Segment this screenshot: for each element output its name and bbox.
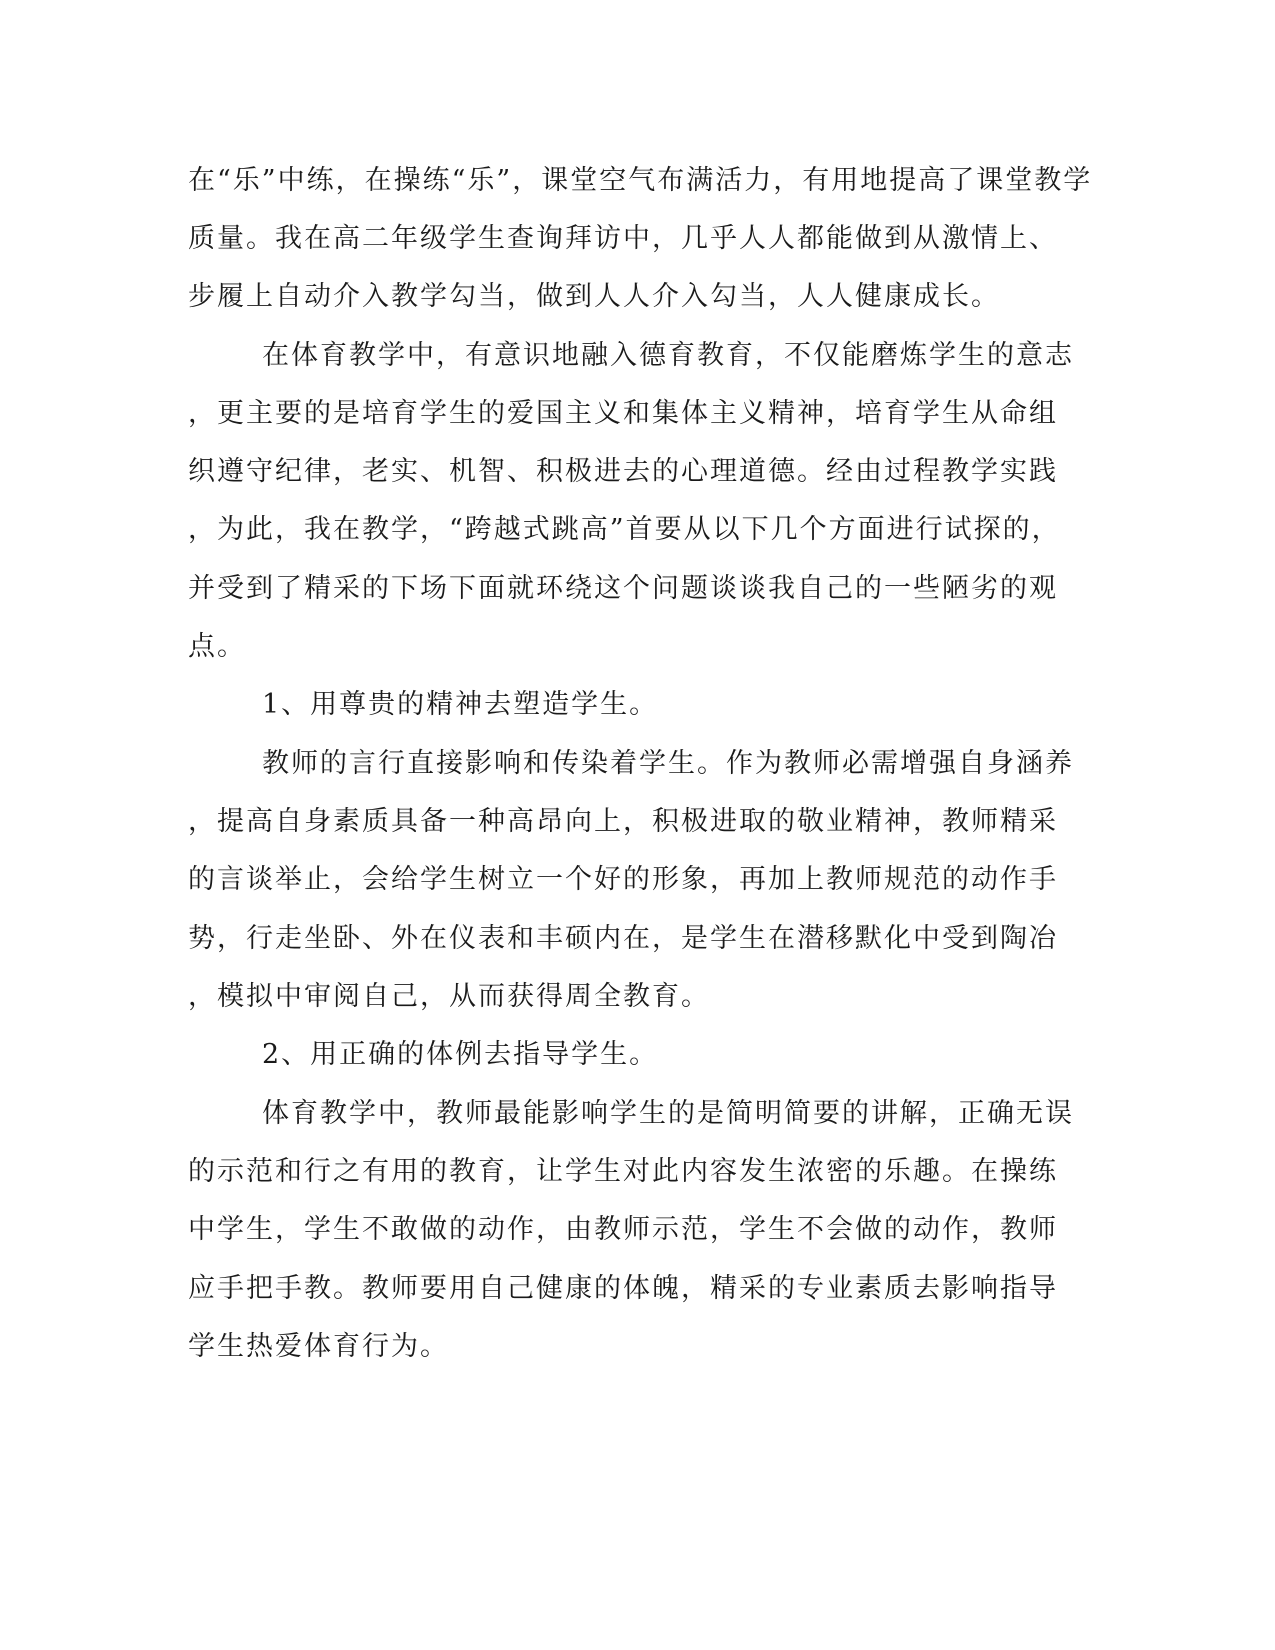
section-heading-2: 2、用正确的体例去指导学生。 (262, 1039, 659, 1070)
section-heading-1: 1、用尊贵的精神去塑造学生。 (262, 689, 659, 720)
text-line: 在“乐”中练，在操练“乐”，课堂空气布满活力，有用地提高了课堂教学 (188, 165, 1093, 196)
paragraph-start: 体育教学中，教师最能影响学生的是简明简要的讲解，正确无误 (262, 1098, 1074, 1129)
paragraph-start: 教师的言行直接影响和传染着学生。作为教师必需增强自身涵养 (262, 748, 1074, 779)
text-line: 点。 (188, 631, 246, 662)
text-line: ，模拟中审阅自己，从而获得周全教育。 (188, 981, 710, 1012)
text-line: 势，行走坐卧、外在仪表和丰硕内在，是学生在潜移默化中受到陶冶 (188, 923, 1058, 954)
text-line: 应手把手教。教师要用自己健康的体魄，精采的专业素质去影响指导 (188, 1273, 1058, 1304)
text-line: 的示范和行之有用的教育，让学生对此内容发生浓密的乐趣。在操练 (188, 1156, 1058, 1187)
text-line: 的言谈举止，会给学生树立一个好的形象，再加上教师规范的动作手 (188, 864, 1058, 895)
text-line: ，提高自身素质具备一种高昂向上，积极进取的敬业精神，教师精采 (188, 806, 1058, 837)
text-line: 中学生，学生不敢做的动作，由教师示范，学生不会做的动作，教师 (188, 1214, 1058, 1245)
text-line: 学生热爱体育行为。 (188, 1331, 449, 1362)
text-line: ，为此，我在教学，“跨越式跳高”首要从以下几个方面进行试探的， (188, 514, 1061, 545)
text-line: 质量。我在高二年级学生查询拜访中，几乎人人都能做到从激情上、 (188, 223, 1058, 254)
text-line: 并受到了精采的下场下面就环绕这个问题谈谈我自己的一些陋劣的观 (188, 573, 1058, 604)
text-line: 织遵守纪律，老实、机智、积极进去的心理道德。经由过程教学实践 (188, 456, 1058, 487)
text-line: ，更主要的是培育学生的爱国主义和集体主义精神，培育学生从命组 (188, 398, 1058, 429)
paragraph-start: 在体育教学中，有意识地融入德育教育，不仅能磨炼学生的意志 (262, 340, 1074, 371)
text-line: 步履上自动介入教学勾当，做到人人介入勾当，人人健康成长。 (188, 281, 1000, 312)
